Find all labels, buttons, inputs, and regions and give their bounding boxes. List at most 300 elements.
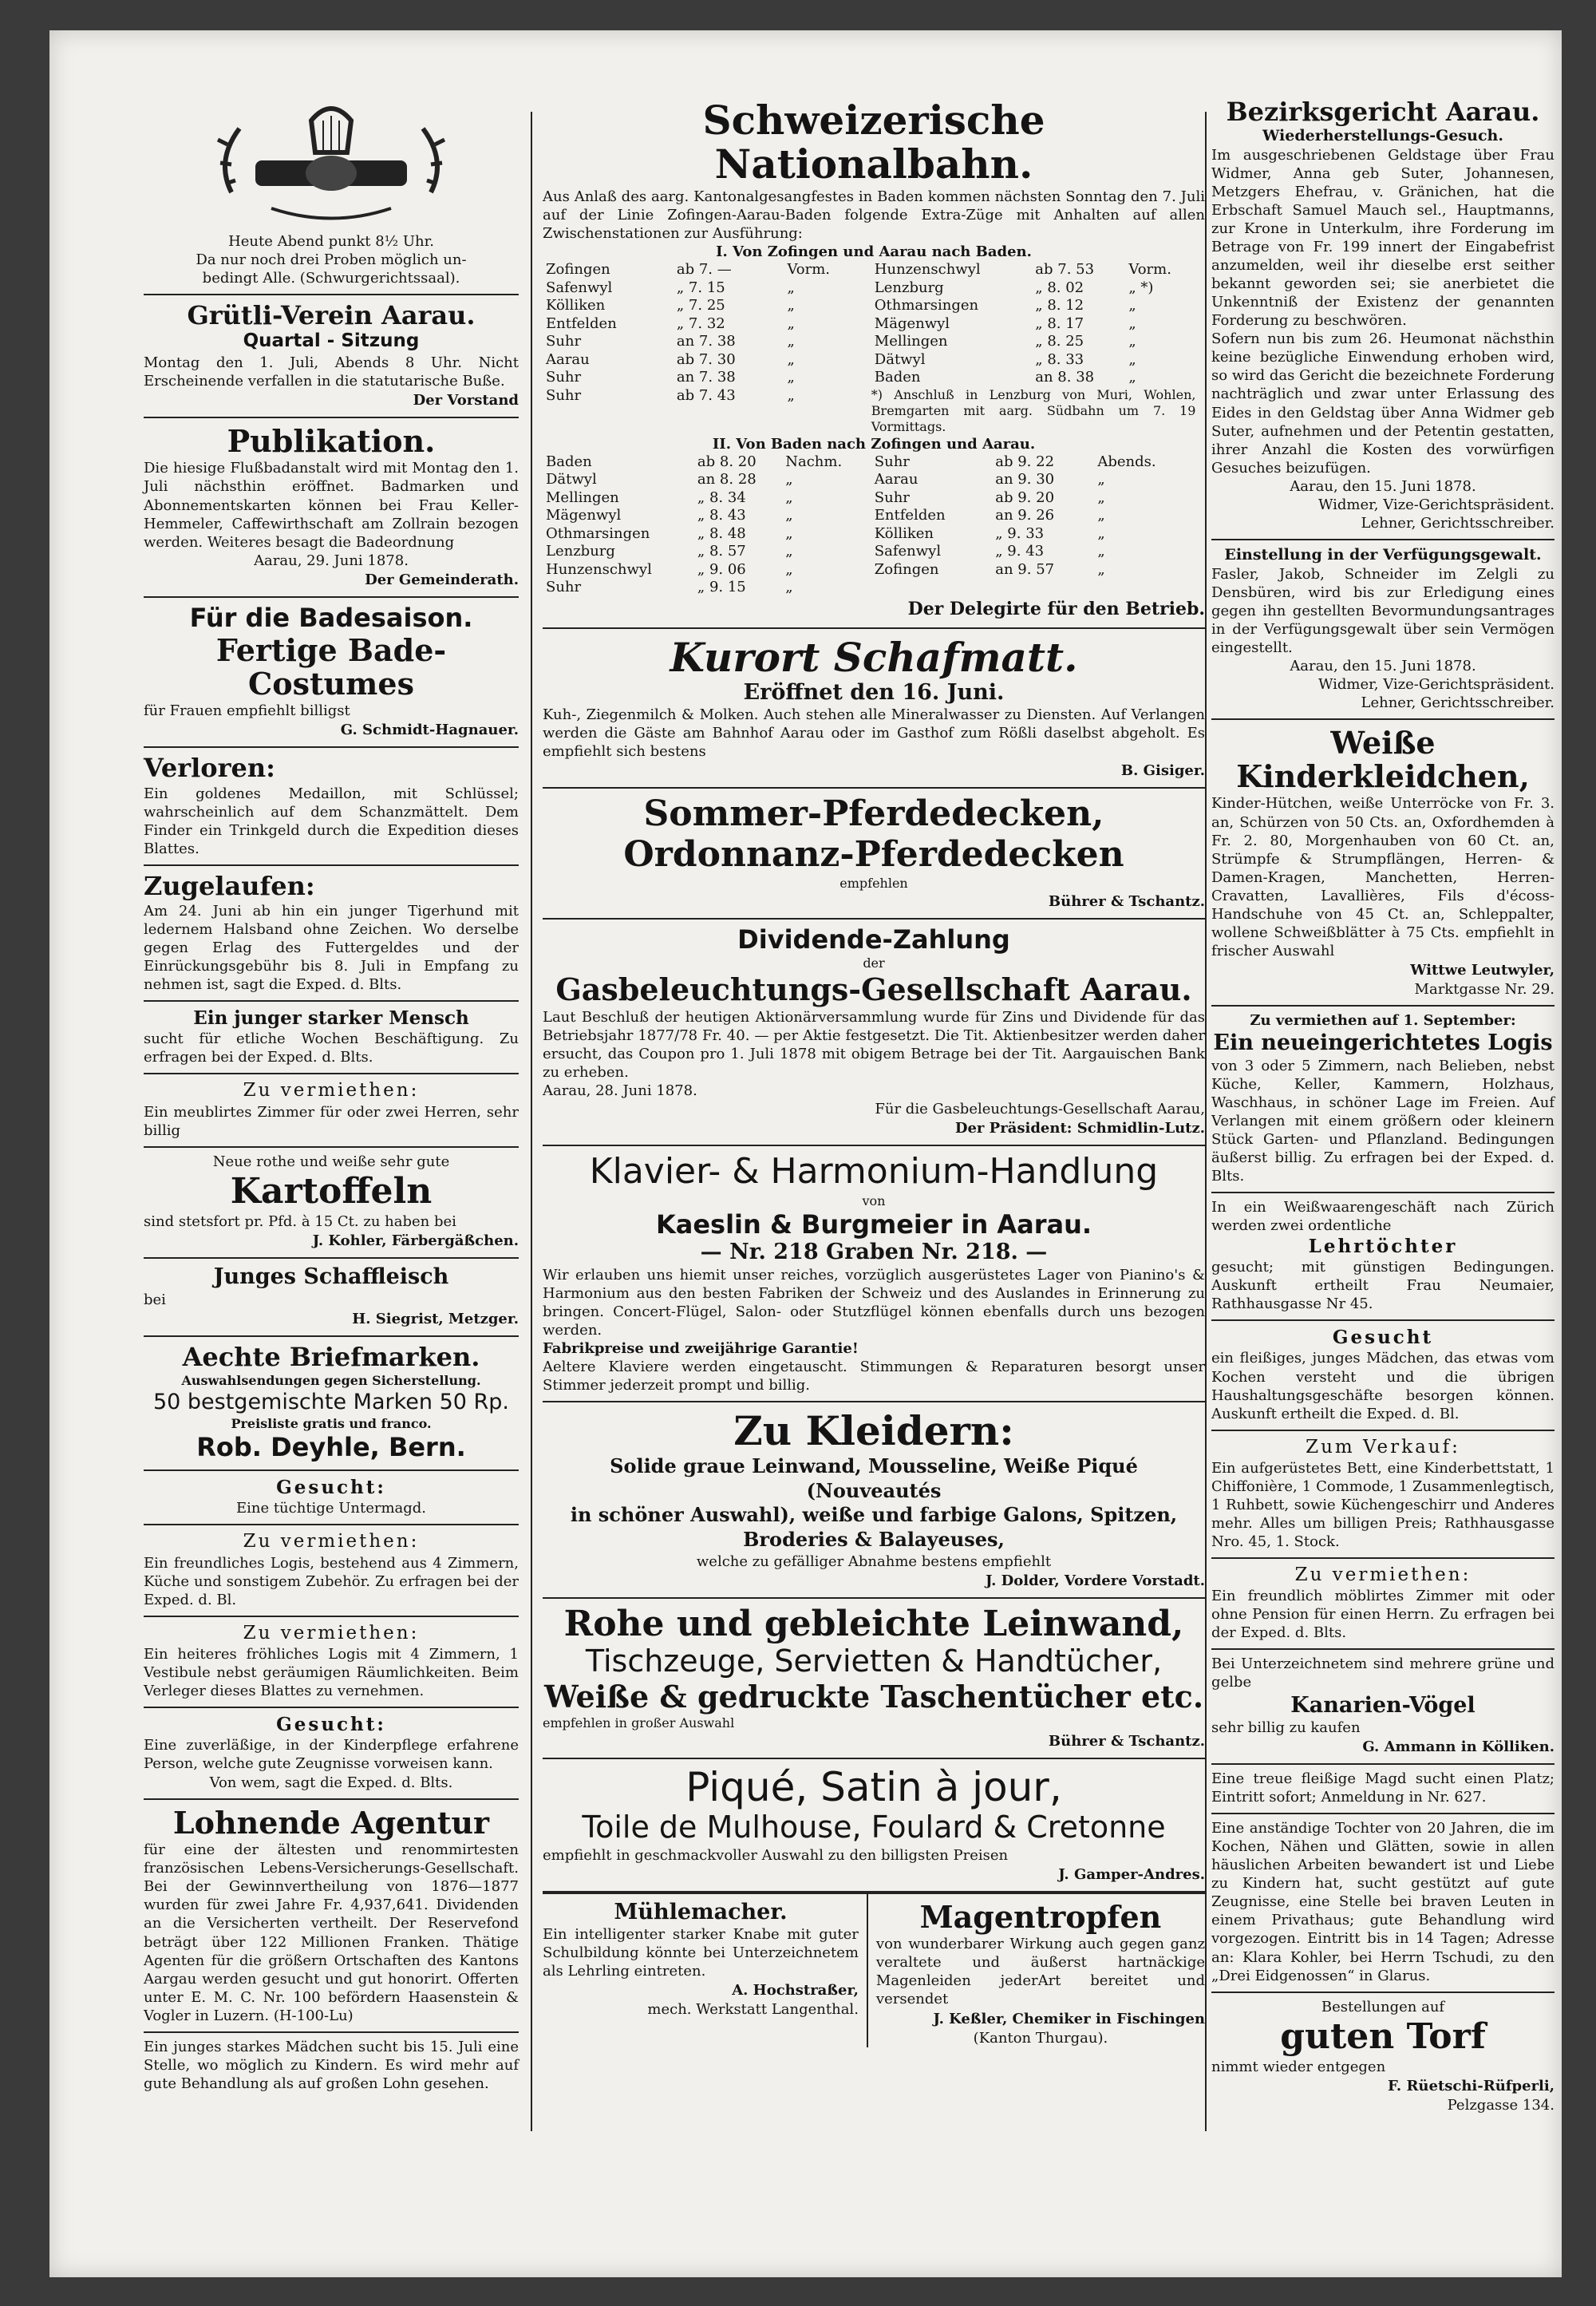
schafmatt-sig: B. Gisiger. (1120, 762, 1205, 780)
timetable-row (543, 315, 867, 334)
timetable-row (543, 453, 867, 472)
lehrtoechter-ad (1211, 1193, 1555, 1321)
time-cell: „ 8. 34 (697, 488, 746, 506)
lehrtoechter-pre: In ein Weißwaarengeschäft nach Zürich werden zwei ordentliche (1211, 1198, 1555, 1234)
timetable-row (543, 261, 867, 279)
kartoffeln-title: Kartoffeln (230, 1170, 433, 1212)
period-cell: „ (1097, 560, 1105, 578)
gesucht2-title: Gesucht: (276, 1714, 386, 1736)
lehrtoechter-title: Lehrtöchter (1308, 1235, 1458, 1257)
schafmatt-body: Kuh-, Ziegenmilch & Molken. Auch stehen alle Mineralwasser zu Diensten. Auf Verlangen werden die Gäste am Bahnhof Aarau oder im Gasthof zum Rößli daselbst abgeholt. Es empfiehlt sich bestens (543, 706, 1205, 761)
time-cell: ab 9. 22 (995, 453, 1055, 470)
badecostumes-title: Fertige Bade-Costumes (215, 631, 447, 702)
station-cell: Mellingen (546, 488, 619, 506)
logis-pre: Zu vermiethen auf 1. September: (1250, 1011, 1516, 1029)
dividende-org: Für die Gasbeleuchtungs-Gesellschaft Aarau, (875, 1101, 1205, 1118)
kinderkleidchen-title: Weiße Kinderkleidchen, (1236, 724, 1530, 794)
gesucht3-ad (1211, 1321, 1555, 1430)
publikation-body: Die hiesige Flußbadanstalt wird mit Montag den 1. Juli nächsthin eröffnet. Badmarken und Abonnementskarten können bei Frau Keller-Hemmeler, Caffewirthschaft am Zollrain bezogen werden. Weiteres besagt die Badeordnung (144, 460, 519, 551)
schafmatt-title: Kurort Schafmatt. (670, 633, 1078, 681)
station-cell: Safenwyl (874, 543, 942, 560)
station-cell: Aarau (874, 471, 918, 488)
time-cell: „ 9. 15 (697, 579, 746, 596)
nationalbahn-intro: Aus Anlaß des aarg. Kantonalgesangfestes in Baden kommen nächsten Sonntag den 7. Juli auf der Linie Zofingen-Aarau-Baden folgende Extra-Züge mit Anhalten auf allen Zwischenstationen zur Ausführung: (543, 188, 1205, 243)
muehlemacher-sig2: mech. Werkstatt Langenthal. (647, 2001, 859, 2019)
briefmarken-sub: Auswahlsendungen gegen Sicherstellung. (181, 1373, 481, 1389)
period-cell: „ (787, 279, 795, 296)
tochter-body: Eine anständige Tochter von 20 Jahren, die im Kochen, Nähen und Glätten, sowie in allen häuslichen Arbeiten bewandert ist und Liebe zu Kindern hat, sucht gestützt auf gute Zeugnisse, eine Stelle bei braven Leuten in einem Privathaus; gute Behandlung wird vorgezogen. Eintritt bis in 14 Tagen; Adresse an: Klara Kohler, bei Herrn Tschudi, zu den „Drei Eidgenossen“ in Glarus. (1211, 1820, 1555, 1984)
timetable-row (871, 369, 1196, 387)
vermiethen4-body: Ein freundlich möblirtes Zimmer mit oder ohne Pension für einen Herrn. Zu erfragen bei der Exped. d. Blts. (1211, 1588, 1555, 1642)
dividende-ad (543, 920, 1205, 1146)
gericht-body: Im ausgeschriebenen Geldstage über Frau Widmer, Anna geb Suter, Johannesen, Metzgers Ehefrau, v. Gränichen, hat die Erbschaft Samuel Mauch sel., Hauptmanns, zur Krone in Unterkulm, ihre Forderung im Betrage von Fr. 199 innert der Eingabefrist anzumelden, weil ihr dieselbe erst seither bekannt geworden sei; sie anerbietet die Unkenntniß der Existenz der genannten Forderung zu beschwören. (1211, 147, 1555, 330)
timetable-row (543, 525, 867, 544)
briefmarken-title: Aechte Briefmarken. (182, 1341, 480, 1372)
agentur-ad (144, 1800, 519, 2033)
timetable-row (543, 507, 867, 525)
time-cell: ab 7. — (676, 261, 732, 279)
period-cell: „ (1097, 543, 1105, 560)
gesucht3-title: Gesucht (1332, 1327, 1434, 1349)
kinderkleidchen-ad (1211, 720, 1555, 1007)
vermiethen3-body: Ein heiteres fröhliches Logis mit 4 Zimmern, 1 Vestibule nebst geräumigen Räumlichkeiten. Beim Verleger dieses Blattes zu vernehmen. (144, 1646, 519, 1700)
station-cell: Kölliken (546, 297, 606, 314)
time-cell: an 9. 26 (995, 507, 1055, 524)
column-rule-right (1205, 112, 1207, 2131)
voegel-pre: Bei Unterzeichnetem sind mehrere grüne und gelbe (1211, 1655, 1555, 1691)
timetable-row (871, 453, 1196, 472)
torf-sig2: Pelzgasse 134. (1447, 2097, 1555, 2114)
vermiethen1-body: Ein meublirtes Zimmer für oder zwei Herren, sehr billig (144, 1103, 519, 1139)
badesaison-ad (144, 598, 519, 749)
time-cell: „ 8. 25 (1035, 333, 1084, 350)
mensch-ad (144, 1002, 519, 1074)
verkauf-title: Zum Verkauf: (1306, 1436, 1460, 1458)
station-cell: Othmarsingen (546, 524, 650, 542)
period-cell: „ (787, 369, 795, 386)
time-cell: an 7. 38 (676, 369, 736, 386)
time-cell: an 7. 38 (676, 333, 736, 350)
kartoffeln-sig: J. Kohler, Färbergäßchen. (312, 1232, 519, 1250)
period-cell: „ (1128, 333, 1136, 350)
torf-body: nimmt wieder entgegen (1211, 2058, 1386, 2075)
publikation-sig: Der Gemeinderath. (365, 571, 519, 588)
time-cell: an 8. 38 (1035, 369, 1095, 386)
station-cell: Mägenwyl (546, 507, 622, 524)
station-cell: Suhr (874, 488, 910, 506)
briefmarken-sig: Rob. Deyhle, Bern. (196, 1431, 466, 1462)
mensch-title: Ein junger starker Mensch (193, 1007, 469, 1030)
period-cell: „ (1128, 350, 1136, 368)
badesaison-body: für Frauen empfiehlt billigst (144, 702, 350, 720)
muehlemacher-ad (543, 1894, 868, 2047)
timetable-row (871, 279, 1196, 298)
schaffleisch-title: Junges Schaffleisch (213, 1264, 449, 1290)
vermiethen3-title: Zu vermiethen: (243, 1622, 420, 1643)
station-cell: Mellingen (874, 333, 948, 350)
time-cell: „ 8. 57 (697, 543, 746, 560)
gruetli-sig: Der Vorstand (413, 391, 519, 409)
kleidern-line3: Broderies & Balayeuses, (743, 1528, 1005, 1552)
klavier-addr: — Nr. 218 Graben Nr. 218. — (700, 1239, 1048, 1264)
kinderkleidchen-sig2: Marktgasse Nr. 29. (1414, 980, 1555, 998)
timetable-row (543, 489, 867, 508)
nationalbahn-sec2: II. Von Baden nach Zofingen und Aarau. (712, 435, 1036, 453)
verloren-body: Ein goldenes Medaillon, mit Schlüssel; wahrscheinlich auf dem Schanzmättelt. Dem Finder ein Trinkgeld durch die Expedition dieses Blattes. (144, 785, 519, 857)
timetable-row (871, 507, 1196, 525)
column-right (1211, 92, 1555, 2121)
choir-line-3: bedingt Alle. (Schwurgerichtssaal). (202, 270, 460, 287)
station-cell: Baden (546, 453, 592, 470)
nationalbahn-title: Schweizerische Nationalbahn. (702, 97, 1045, 188)
station-cell: Aarau (546, 350, 590, 368)
period-cell: „ (1097, 524, 1105, 542)
torf-title: guten Torf (1280, 2015, 1486, 2057)
kleidern-line2: in schöner Auswahl), weiße und farbige Galons, Spitzen, (570, 1503, 1178, 1527)
period-cell: Nachm. (785, 453, 843, 470)
gericht-body2: Sofern nun bis zum 26. Heumonat nächsthin keine bezügliche Einwendung erhoben wird, so wird das Gericht die bezeichnete Forderung nachträglich und zwar unter Erlassung des Eides in den Geldstag über Anna Widmer geb Suter, aufnehmen und der Petentin gestatten, ihrer Anzahl die Kosten des vorwürfigen Gesuches beizufügen. (1211, 330, 1555, 477)
time-cell: „ 8. 02 (1035, 279, 1084, 296)
time-cell: „ 8. 48 (697, 524, 746, 542)
einstellung-sig1: Widmer, Vize-Gerichtspräsident. (1317, 675, 1555, 693)
dividende-sig: Der Präsident: Schmidlin-Lutz. (954, 1120, 1205, 1137)
station-cell: Hunzenschwyl (546, 560, 652, 578)
einstellung-date: Aarau, den 15. Juni 1878. (1290, 657, 1476, 674)
magentropfen-sig2: (Kanton Thurgau). (973, 2029, 1108, 2047)
logis-body: von 3 oder 5 Zimmern, nach Belieben, nebst Küche, Keller, Kammern, Holzhaus, Waschhaus, in schöner Lage im Freien. Auf Verlangen mit einem größern oder kleinern Stück Garten- und Pflanzland. Bedingungen äußerst billig. Zu erfragen bei der Exped. d. Blts. (1211, 1057, 1555, 1185)
einstellung-body: Fasler, Jakob, Schneider im Zelgli zu Densbüren, wird bis zur Erledigung eines gegen ihn gestellten Bevormundungsantrages in der Verfügungsgewalt über sein Vermögen eingestellt. (1211, 565, 1555, 656)
pferdedecken-title2: Ordonnanz-Pferdedecken (623, 833, 1124, 875)
publikation-date: Aarau, 29. Juni 1878. (254, 552, 409, 569)
torf-ad (1211, 1993, 1555, 2121)
agentur-title: Lohnende Agentur (172, 1804, 490, 1841)
dividende-der: der (863, 955, 885, 971)
vermiethen1-ad (144, 1074, 519, 1147)
vermiethen4-title: Zu vermiethen: (1294, 1564, 1472, 1586)
schafmatt-sub: Eröffnet den 16. Juni. (743, 679, 1005, 705)
gericht-ad (1211, 92, 1555, 540)
timetable-row (871, 525, 1196, 544)
period-cell: „ (785, 524, 793, 542)
gericht-sig1: Widmer, Vize-Gerichtspräsident. (1317, 496, 1555, 513)
gericht-sub: Wiederherstellungs-Gesuch. (1262, 127, 1503, 145)
time-cell: ab 7. 43 (676, 386, 736, 404)
timetable-row (543, 471, 867, 489)
gesucht3-body: ein fleißiges, junges Mädchen, das etwas vom Kochen versteht und die übrigen Haushaltungsgeschäfte besorgen können. Auskunft ertheilt die Exped. d. Bl. (1211, 1350, 1555, 1422)
timetable-row (871, 261, 1196, 279)
time-cell: „ 8. 17 (1035, 314, 1084, 332)
agentur-body: für eine der ältesten und renommirtesten französischen Lebens-Versicherungs-Gesellschaft. Bei der Gewinnvertheilung von 1876—1877 wurden für zwei Jahre Fr. 4,937,641. Dividenden an die Versicherten vertheilt. Der Reservefond beträgt über 122 Millionen Franken. Thätige Agenten für die größern Ortschaften des Kantons Aargau werden gesucht und gut honorirt. Offerten unter E. M. C. Nr. 100 befördern Haasenstein & Vogler in Luzern. (H-100-Lu) (144, 1841, 519, 2024)
muehlemacher-body: Ein intelligenter starker Knabe mit guter Schulbildung könnte bei Unterzeichnetem als Lehrling eintreten. (543, 1926, 859, 1980)
magentropfen-ad (868, 1894, 1205, 2047)
dividende-title2: Gasbeleuchtungs-Gesellschaft Aarau. (555, 971, 1192, 1008)
vermiethen4-ad (1211, 1559, 1555, 1650)
timetable-2b (871, 453, 1196, 579)
period-cell: Vorm. (787, 261, 831, 279)
zugelaufen-ad (144, 866, 519, 1002)
timetable-row (543, 579, 867, 597)
gericht-sig2: Lehner, Gerichtsschreiber. (1361, 514, 1555, 532)
time-cell: ab 8. 20 (697, 453, 757, 470)
timetable-row (871, 297, 1196, 315)
period-cell: „ (787, 350, 795, 368)
gruetli-ad (144, 295, 519, 418)
kleidern-sig: J. Dolder, Vordere Vorstadt. (986, 1572, 1205, 1589)
station-cell: Suhr (546, 369, 582, 386)
station-cell: Suhr (546, 333, 582, 350)
period-cell: „ (1097, 488, 1105, 506)
dividende-title: Dividende-Zahlung (737, 924, 1010, 955)
kartoffeln-pre: Neue rothe und weiße sehr gute (212, 1153, 450, 1170)
zugelaufen-title: Zugelaufen: (144, 870, 315, 901)
gesucht2-body: Eine zuverläßige, in der Kinderpflege erfahrene Person, welche gute Zeugnisse vorweisen kann. (144, 1737, 519, 1773)
time-cell: „ 8. 33 (1035, 350, 1084, 368)
schaffleisch-sig: H. Siegrist, Metzger. (352, 1310, 519, 1327)
vermiethen2-title: Zu vermiethen: (243, 1531, 420, 1552)
voegel-body: sehr billig zu kaufen (1211, 1719, 1361, 1737)
period-cell: „ (785, 507, 793, 524)
kleidern-line1: Solide graue Leinwand, Mousseline, Weiße Piqué (Nouveautés (610, 1454, 1138, 1502)
time-cell: ab 7. 30 (676, 350, 736, 368)
gruetli-subtitle: Quartal - Sitzung (243, 330, 420, 352)
station-cell: Zofingen (546, 261, 610, 279)
zugelaufen-body: Am 24. Juni ab hin ein junger Tigerhund mit ledernem Halsband ohne Zeichen. Wo derselbe gegen Erlag des Futtergeldes und der Einrückungsgebühr bis 8. Juli in Empfang zu nehmen ist, sagt die Exped. d. Blts. (144, 902, 519, 994)
pferdedecken-sig: Bührer & Tschantz. (1048, 893, 1205, 911)
station-cell: Hunzenschwyl (874, 261, 981, 279)
timetable-row (871, 333, 1196, 351)
kinderkleidchen-body: Kinder-Hütchen, weiße Unterröcke von Fr. 3. an, Schürzen von 50 Cts. an, Oxfordhemden à Fr. 2. 80, Morgenhauben von 60 Ct. an, Strümpfe & Strumpflängen, Herren- & Damen-Kragen, Manchetten, Herren-Cravatten, Lavallières, Fils d'écoss-Handschuhe von 45 Ct. an, Schleppalter, wollene Schweißblätter à 75 Cts. empfiehlt in frischer Auswahl (1211, 795, 1555, 959)
kleidern-line4: welche zu gefälliger Abnahme bestens empfiehlt (696, 1552, 1052, 1570)
nationalbahn-note: *) Anschluß in Lenzburg von Muri, Wohlen, Bremgarten mit aarg. Südbahn um 7. 19 Vormittags. (871, 386, 1196, 434)
klavier-ad (543, 1146, 1205, 1402)
magentropfen-sig: J. Keßler, Chemiker in Fischingen (933, 2010, 1205, 2027)
time-cell: ab 9. 20 (995, 488, 1055, 506)
maedchen-body: Ein junges starkes Mädchen sucht bis 15. Juli eine Stelle, wo möglich zu Kindern. Es wird mehr auf gute Behandlung als auf großen Lohn gesehen. (144, 2038, 519, 2092)
time-cell: „ 7. 32 (676, 314, 725, 332)
station-cell: Mägenwyl (874, 314, 950, 332)
timetable-row (543, 369, 867, 387)
pique-ad (543, 1759, 1205, 1893)
gruetli-body: Montag den 1. Juli, Abends 8 Uhr. Nicht Erscheinende verfallen in die statutarische Buße. (144, 354, 519, 390)
magentropfen-title: Magentropfen (919, 1898, 1162, 1935)
timetable-row (543, 543, 867, 561)
schafmatt-ad (543, 629, 1205, 789)
muehlemacher-sig: A. Hochstraßer, (732, 1982, 859, 1999)
leinwand-ad (543, 1599, 1205, 1759)
klavier-von: von (862, 1193, 886, 1208)
muehlemacher-title: Mühlemacher. (614, 1899, 788, 1924)
period-cell: „ (1128, 369, 1136, 386)
period-cell: „ (787, 314, 795, 332)
time-cell: an 9. 57 (995, 560, 1055, 578)
kinderkleidchen-sig: Wittwe Leutwyler, (1410, 961, 1555, 979)
voegel-sig: G. Ammann in Kölliken. (1362, 1738, 1555, 1756)
nationalbahn-sec1: I. Von Zofingen und Aarau nach Baden. (716, 243, 1032, 261)
time-cell: „ 7. 15 (676, 279, 725, 296)
column-center (543, 92, 1205, 2047)
pique-line2: Toile de Mulhouse, Foulard & Cretonne (582, 1809, 1166, 1845)
leinwand-sub: empfehlen in großer Auswahl (543, 1715, 735, 1730)
period-cell: Vorm. (1128, 261, 1171, 279)
time-cell: „ 9. 33 (995, 524, 1045, 542)
gericht-date: Aarau, den 15. Juni 1878. (1290, 477, 1476, 495)
station-cell: Dätwyl (874, 350, 926, 368)
pferdedecken-title1: Sommer-Pferdedecken, (643, 793, 1104, 835)
timetable-row (871, 351, 1196, 370)
period-cell: „ (785, 488, 793, 506)
timetable-row (871, 561, 1196, 579)
voegel-ad (1211, 1650, 1555, 1765)
vermiethen3-ad (144, 1617, 519, 1708)
logis-ad (1211, 1007, 1555, 1193)
dividende-body: Laut Beschluß der heutigen Aktionärversammlung wurde für Zins und Dividende für das Betriebsjahr 1877/78 Fr. 40. — per Aktie festgesetzt. Die Tit. Aktienbesitzer werden daher ersucht, das Coupon pro 1. Juli 1878 mit obigem Betrage bei der Tit. Aargauischen Bank zu erheben. (543, 1009, 1205, 1082)
time-cell: „ 8. 12 (1035, 297, 1084, 314)
schaffleisch-body: bei (144, 1291, 166, 1308)
station-cell: Entfelden (546, 314, 617, 332)
verloren-ad (144, 748, 519, 865)
pique-body: empfiehlt in geschmackvoller Auswahl zu den billigsten Preisen (543, 1846, 1009, 1864)
pferdedecken-ad (543, 789, 1205, 920)
briefmarken-big: 50 bestgemischte Marken 50 Rp. (152, 1390, 510, 1415)
timetable-1b (871, 261, 1196, 387)
verkauf-ad (1211, 1431, 1555, 1559)
magd-ad (1211, 1765, 1555, 1814)
badesaison-sig: G. Schmidt-Hagnauer. (340, 722, 519, 739)
timetable-row (871, 471, 1196, 489)
period-cell: „ *) (1128, 279, 1154, 296)
voegel-title: Kanarien-Vögel (1290, 1692, 1476, 1718)
timetable-row (871, 489, 1196, 508)
period-cell: „ (787, 333, 795, 350)
nationalbahn-sig: Der Delegirte für den Betrieb. (907, 598, 1205, 619)
kleidern-title: Zu Kleidern: (733, 1406, 1014, 1454)
klavier-body3: Aeltere Klaviere werden eingetauscht. Stimmungen & Reparaturen besorgt unser Stimmer jederzeit prompt und billig. (543, 1358, 1205, 1394)
period-cell: „ (785, 560, 793, 578)
torf-pre: Bestellungen auf (1321, 1998, 1445, 2015)
station-cell: Suhr (546, 579, 582, 596)
briefmarken-sub2: Preisliste gratis und franco. (231, 1415, 432, 1431)
timetable-row (543, 297, 867, 315)
station-cell: Suhr (874, 453, 910, 470)
column-left (144, 92, 519, 2099)
choir-notice (144, 92, 519, 295)
timetable-row (871, 543, 1196, 561)
logis-title: Ein neueingerichtetes Logis (1213, 1030, 1553, 1055)
gruetli-title: Grütli-Verein Aarau. (187, 300, 476, 331)
pique-title: Piqué, Satin à jour, (685, 1763, 1062, 1810)
publikation-title: Publikation. (227, 422, 436, 459)
pique-sig: J. Gamper-Andres. (1058, 1865, 1205, 1883)
magd-body: Eine treue fleißige Magd sucht einen Platz; Eintritt sofort; Anmeldung in Nr. 627. (1211, 1770, 1555, 1806)
station-cell: Dätwyl (546, 471, 597, 488)
gesucht1-ad (144, 1471, 519, 1525)
period-cell: „ (1097, 471, 1105, 488)
mensch-body: sucht für etliche Wochen Beschäftigung. Zu erfragen bei der Exped. d. Blts. (144, 1030, 519, 1066)
tochter-ad (1211, 1814, 1555, 1992)
time-cell: an 9. 30 (995, 471, 1055, 488)
period-cell: „ (787, 297, 795, 314)
choir-line-2: Da nur noch drei Proben möglich un- (196, 251, 467, 269)
period-cell: Abends. (1097, 453, 1156, 470)
period-cell: „ (787, 386, 795, 404)
klavier-body2: Fabrikpreise und zweijährige Garantie! (543, 1339, 859, 1357)
station-cell: Lenzburg (874, 279, 944, 296)
period-cell: „ (785, 579, 793, 596)
timetable-row (543, 279, 867, 298)
station-cell: Othmarsingen (874, 297, 979, 314)
period-cell: „ (785, 543, 793, 560)
time-cell: „ 8. 43 (697, 507, 746, 524)
publikation-ad (144, 418, 519, 598)
kleidern-ad (543, 1402, 1205, 1599)
station-cell: Lenzburg (546, 543, 615, 560)
torf-sig: F. Rüetschi-Rüfperli, (1387, 2078, 1555, 2095)
briefmarken-ad (144, 1337, 519, 1471)
einstellung-sig2: Lehner, Gerichtsschreiber. (1361, 694, 1555, 711)
leinwand-line2: Tischzeuge, Servietten & Handtücher, (585, 1643, 1163, 1679)
bottom-split (543, 1893, 1205, 2047)
time-cell: „ 9. 43 (995, 543, 1045, 560)
station-cell: Zofingen (874, 560, 939, 578)
leinwand-title: Rohe und gebleichte Leinwand, (563, 1603, 1184, 1644)
einstellung-ad (1211, 540, 1555, 720)
period-cell: „ (1128, 297, 1136, 314)
time-cell: „ 7. 25 (676, 297, 725, 314)
schaffleisch-ad (144, 1259, 519, 1337)
station-cell: Suhr (546, 386, 582, 404)
station-cell: Kölliken (874, 524, 934, 542)
column-rule-left (531, 112, 532, 2131)
station-cell: Safenwyl (546, 279, 613, 296)
time-cell: „ 9. 06 (697, 560, 746, 578)
period-cell: „ (785, 471, 793, 488)
gesucht2-body2: Von wem, sagt die Exped. d. Blts. (209, 1774, 453, 1791)
leinwand-line3: Weiße & gedruckte Taschentücher etc. (543, 1678, 1204, 1715)
einstellung-title: Einstellung in der Verfügungsgewalt. (1224, 545, 1542, 564)
timetable-row (543, 561, 867, 579)
timetable-2a (543, 453, 867, 597)
station-cell: Entfelden (874, 507, 946, 524)
dividende-date: Aarau, 28. Juni 1878. (543, 1082, 697, 1100)
nationalbahn-ad (543, 92, 1205, 629)
vermiethen2-ad (144, 1525, 519, 1616)
badesaison-title: Für die Badesaison. (189, 602, 473, 633)
maedchen-ad (144, 2033, 519, 2099)
verloren-title: Verloren: (144, 753, 275, 784)
lehrtoechter-body: gesucht; mit günstigen Bedingungen. Auskunft ertheilt Frau Neumaier, Rathhausgasse Nr 45. (1211, 1259, 1555, 1313)
vermiethen1-title: Zu vermiethen: (243, 1080, 420, 1102)
time-cell: an 8. 28 (697, 471, 757, 488)
gericht-title: Bezirksgericht Aarau. (1226, 97, 1540, 127)
gesucht1-body: Eine tüchtige Untermagd. (235, 1500, 427, 1517)
klavier-firm: Kaeslin & Burgmeier in Aarau. (655, 1208, 1092, 1240)
leinwand-sig: Bührer & Tschantz. (1048, 1732, 1205, 1750)
period-cell: „ (1128, 314, 1136, 332)
handshake-lyre-emblem (200, 97, 463, 232)
pferdedecken-sub: empfehlen (839, 876, 908, 892)
gesucht1-title: Gesucht: (276, 1477, 386, 1499)
kartoffeln-ad (144, 1148, 519, 1259)
time-cell: ab 7. 53 (1035, 261, 1095, 279)
vermiethen2-body: Ein freundliches Logis, bestehend aus 4 Zimmern, Küche und sonstigem Zubehör. Zu erfragen bei der Exped. d. Bl. (144, 1554, 519, 1608)
choir-line-1: Heute Abend punkt 8½ Uhr. (228, 233, 434, 250)
timetable-row (871, 315, 1196, 334)
timetable-1a (543, 261, 867, 405)
timetable-row (543, 387, 867, 405)
period-cell: „ (1097, 507, 1105, 524)
timetable-row (543, 351, 867, 370)
kartoffeln-body: sind stetsfort pr. Pfd. à 15 Ct. zu haben bei (144, 1213, 456, 1231)
